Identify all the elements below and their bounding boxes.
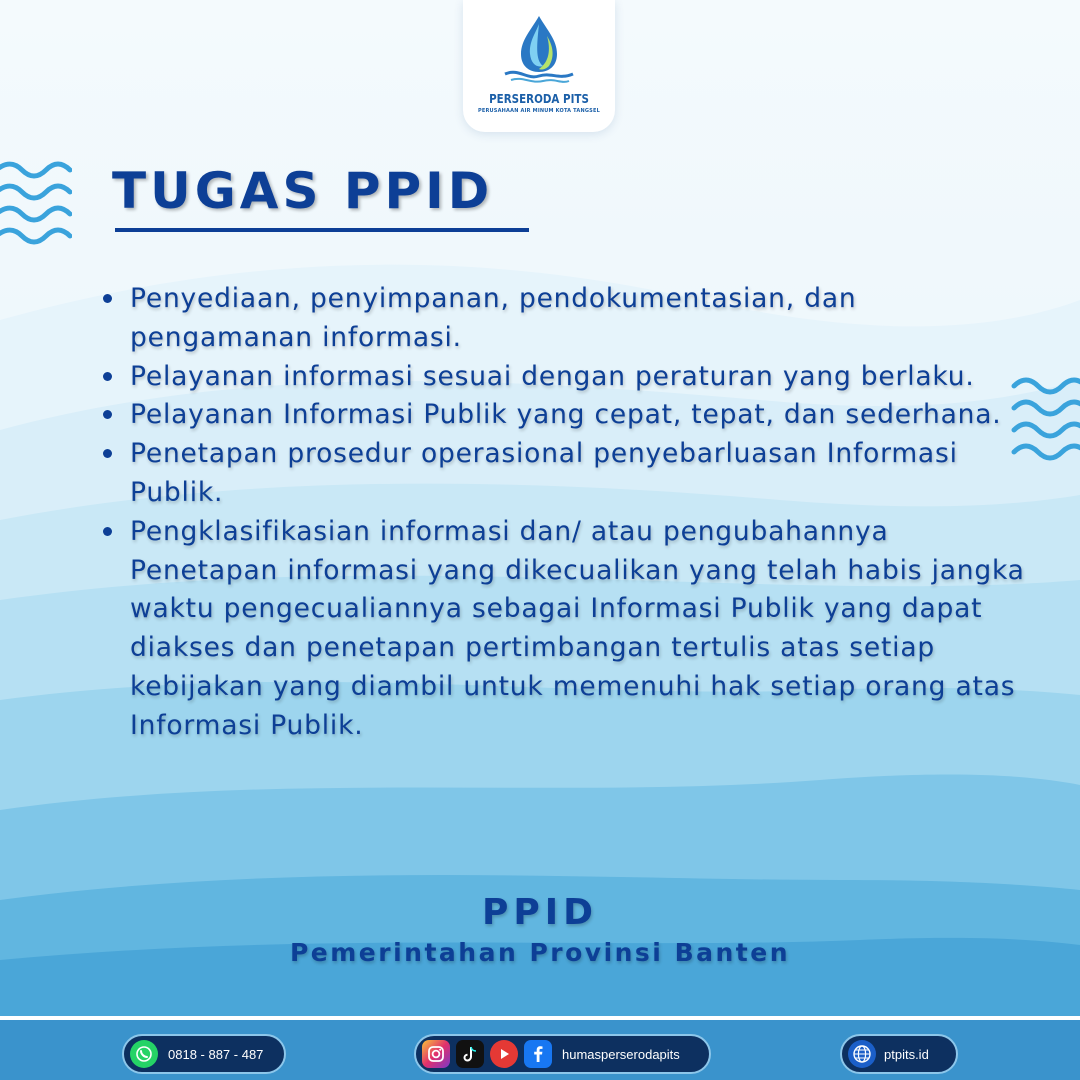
task-text: Penyediaan, penyimpanan, pendokumentasian, dan pengamanan informasi.	[130, 283, 857, 353]
page-title: TUGAS PPID	[112, 162, 494, 220]
phone-contact[interactable]	[122, 1034, 286, 1074]
logo-title: PERSERODA PITS	[489, 92, 589, 106]
social-contact[interactable]	[414, 1034, 711, 1074]
list-item	[100, 358, 1030, 397]
organization-block	[0, 890, 1080, 970]
organization-name: PPID	[481, 892, 599, 933]
task-text: Pelayanan Informasi Publik yang cepat, tepat, dan sederhana.	[130, 399, 1002, 431]
website-url: ptpits.id	[884, 1046, 929, 1062]
tiktok-icon[interactable]	[456, 1040, 484, 1068]
list-item	[100, 280, 1030, 358]
youtube-icon[interactable]	[490, 1040, 518, 1068]
contact-bar	[0, 1016, 1080, 1080]
task-text: Penetapan prosedur operasional penyebarluasan Informasi Publik.	[130, 438, 958, 508]
list-item	[100, 435, 1030, 513]
bullet-icon	[103, 527, 112, 536]
water-drop-logo	[503, 14, 575, 86]
list-item	[100, 396, 1030, 435]
bullet-icon	[103, 410, 112, 419]
website-contact[interactable]	[840, 1034, 958, 1074]
title-underline	[115, 228, 529, 232]
facebook-icon[interactable]	[524, 1040, 552, 1068]
brand-logo	[463, 0, 615, 132]
instagram-icon[interactable]	[422, 1040, 450, 1068]
phone-number: 0818 - 887 - 487	[168, 1046, 264, 1062]
bullet-icon	[103, 372, 112, 381]
social-handle: humasperserodapits	[562, 1046, 680, 1062]
list-item	[100, 513, 1030, 746]
task-text: Pengklasifikasian informasi dan/ atau pengubahannya Penetapan informasi yang dikecualikan yang telah habis jangka waktu pengecualiannya sebagai Informasi Publik yang dapat diakses dan penetapan pertimbangan tertulis atas setiap kebijakan yang diambil untuk memenuhi hak setiap orang atas Informasi Publik.	[130, 515, 1025, 741]
organization-subtitle: Pemerintahan Provinsi Banten	[289, 938, 791, 967]
logo-subtitle: PERUSAHAAN AIR MINUM KOTA TANGSEL	[478, 108, 600, 114]
bullet-icon	[103, 294, 112, 303]
wave-lines-icon	[0, 160, 72, 250]
task-list	[100, 280, 1030, 746]
bullet-icon	[103, 449, 112, 458]
globe-icon	[848, 1040, 876, 1068]
task-text: Pelayanan informasi sesuai dengan peraturan yang berlaku.	[130, 360, 975, 392]
whatsapp-icon	[130, 1040, 158, 1068]
